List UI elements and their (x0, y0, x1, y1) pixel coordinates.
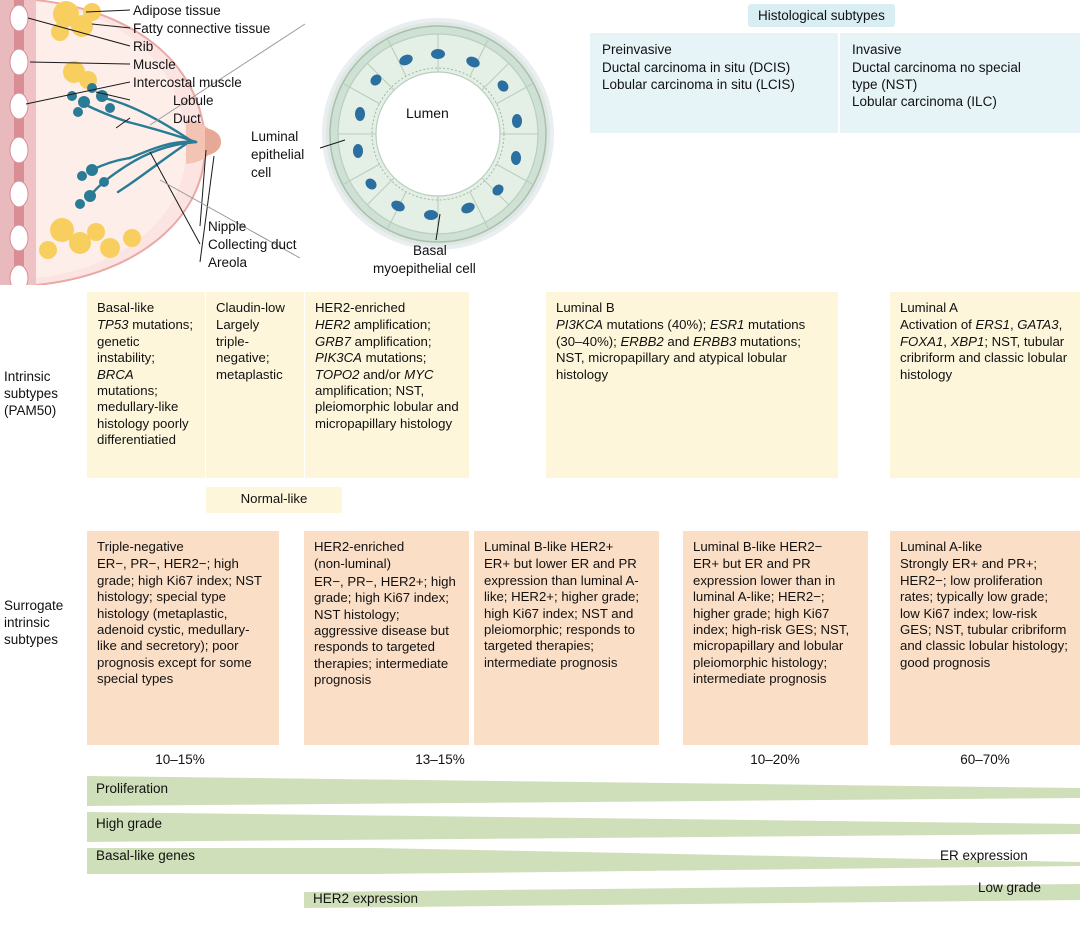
surrogate-card-her2-enriched-title-l1: HER2-enriched (314, 539, 405, 554)
wedge-label-er-expression: ER expression (940, 848, 1028, 863)
surrogate-card-her2-enriched-non-luminal (304, 531, 469, 745)
percentage-triple-negative: 10–15% (155, 752, 205, 767)
breast-anatomy-illustration (0, 0, 580, 285)
label-basal-myoepithelial-cell-line2: myoepithelial cell (373, 261, 476, 276)
preinvasive-column (590, 33, 840, 133)
wedge-label-low-grade: Low grade (978, 880, 1042, 895)
intrinsic-card-claudin-low-body: Largely triple-negative; metaplastic (216, 317, 283, 382)
wedge-high-grade-shape (87, 812, 1080, 842)
preinvasive-header: Preinvasive (602, 42, 672, 57)
surrogate-card-triple-negative (87, 531, 279, 745)
label-lobule: Lobule (173, 93, 214, 108)
surrogate-card-luminal-a-like-body: Strongly ER+ and PR+; HER2−; low proliferation rates; typically low grade; low Ki67 index; low-risk GES; NST, tubular cribriform and classic lobular histology; good prognosis (900, 556, 1068, 670)
intrinsic-card-her2-enriched-title: HER2-enriched (315, 300, 406, 315)
invasive-item-nst-line2: type (NST) (852, 77, 918, 92)
wedge-label-basal-like-genes: Basal-like genes (96, 848, 196, 863)
invasive-column (840, 33, 1080, 133)
row-label-surrogate-l1: Surrogate (4, 598, 64, 613)
intrinsic-card-her2-enriched (305, 292, 469, 478)
surrogate-card-triple-negative-title: Triple-negative (97, 539, 184, 554)
label-fatty-connective-tissue: Fatty connective tissue (133, 21, 271, 36)
surrogate-card-luminal-b-like-her2-negative (683, 531, 868, 745)
intrinsic-card-basal-like (87, 292, 205, 478)
label-areola: Areola (208, 255, 248, 270)
intrinsic-card-normal-like (206, 487, 342, 513)
wedge-proliferation-shape (87, 776, 1080, 806)
label-collecting-duct: Collecting duct (208, 237, 297, 252)
surrogate-card-luminal-b-like-her2-positive (474, 531, 659, 745)
intrinsic-card-claudin-low-title: Claudin-low (216, 300, 285, 315)
label-luminal-epithelial-cell-line2: epithelial (251, 147, 305, 162)
label-luminal-epithelial-cell-line1: Luminal (251, 129, 299, 144)
label-nipple: Nipple (208, 219, 247, 234)
intrinsic-card-normal-like-title: Normal-like (240, 491, 308, 506)
row-label-surrogate-l3: subtypes (4, 632, 59, 647)
intrinsic-card-luminal-b-title: Luminal B (556, 300, 615, 315)
intrinsic-card-luminal-a-body: Activation of ERS1, GATA3, FOXA1, XBP1; NST, tubular cribriform and classic lobular histology (900, 317, 1068, 382)
row-label-intrinsic-subtypes (4, 368, 88, 419)
invasive-item-nst-line1: Ductal carcinoma no special (852, 60, 1021, 75)
histological-subtypes-box (590, 33, 1080, 133)
intrinsic-card-claudin-low (206, 292, 304, 478)
label-luminal-epithelial-cell-line3: cell (251, 165, 272, 180)
wedge-her2-expression-shape (304, 884, 1080, 908)
invasive-header: Invasive (852, 42, 902, 57)
surrogate-card-her2-enriched-body: ER−, PR−, HER2+; high grade; high Ki67 index; NST histology; aggressive disease but responds to targeted therapies; intermediate prognosis (314, 573, 456, 688)
label-duct: Duct (173, 111, 201, 126)
label-adipose-tissue: Adipose tissue (133, 3, 221, 18)
surrogate-card-triple-negative-body: ER−, PR−, HER2−; high grade; high Ki67 index; NST histology; special type histology (metaplastic, adenoid cystic, medullary-like and secretory); poor prognosis except for some special types (97, 556, 262, 687)
surrogate-card-luminal-b-her2neg-title: Luminal B-like HER2− (693, 539, 823, 554)
label-basal-myoepithelial-cell-line1: Basal (413, 243, 447, 258)
intrinsic-card-basal-like-body: TP53 mutations; genetic instability; BRCA mutations; medullary-like histology poorly differentiatied (97, 317, 194, 448)
surrogate-card-her2-enriched-title-l2: (non-luminal) (314, 556, 391, 572)
row-label-intrinsic-l2: subtypes (4, 386, 59, 401)
intrinsic-card-luminal-a-title: Luminal A (900, 300, 958, 315)
surrogate-card-luminal-b-her2pos-title: Luminal B-like HER2+ (484, 539, 614, 554)
preinvasive-item-dcis: Ductal carcinoma in situ (DCIS) (602, 60, 791, 75)
wedge-label-high-grade: High grade (96, 816, 163, 831)
wedge-label-proliferation: Proliferation (96, 781, 169, 796)
label-intercostal-muscle: Intercostal muscle (133, 75, 242, 90)
intrinsic-card-luminal-b-body: PI3KCA mutations (40%); ESR1 mutations (30–40%); ERBB2 and ERBB3 mutations; NST, micropapillary and atypical lobular histology (556, 317, 806, 382)
surrogate-card-luminal-b-her2neg-body: ER+ but ER and PR expression lower than in luminal A-like; HER2−; higher grade; high Ki67 index; high-risk GES; NST, micropapillary and lobular pleiomorphic histology; intermediate prognosis (693, 556, 850, 687)
invasive-item-ilc: Lobular carcinoma (ILC) (852, 94, 997, 109)
surrogate-card-luminal-a-like-title: Luminal A-like (900, 539, 983, 554)
row-label-surrogate-subtypes (4, 597, 88, 648)
gradient-wedges (0, 770, 1080, 923)
intrinsic-card-her2-enriched-body: HER2 amplification; GRB7 amplification; PIK3CA mutations; TOPO2 and/or MYC amplification; NST, pleiomorphic lobular and micropapillary histology (315, 317, 459, 431)
row-label-intrinsic-l3: (PAM50) (4, 403, 57, 418)
label-rib: Rib (133, 39, 154, 54)
intrinsic-card-luminal-b (546, 292, 838, 478)
row-label-intrinsic-l1: Intrinsic (4, 369, 51, 384)
row-label-surrogate-l2: intrinsic (4, 615, 50, 630)
percentage-luminal-a: 60–70% (960, 752, 1010, 767)
intrinsic-card-basal-like-title: Basal-like (97, 300, 155, 315)
preinvasive-item-lcis: Lobular carcinoma in situ (LCIS) (602, 77, 795, 92)
surrogate-card-luminal-b-her2pos-body: ER+ but lower ER and PR expression than luminal A-like; HER2+; higher grade; high Ki67 index; NST and pleiomorphic; responds to targeted therapies; intermediate prognosis (484, 556, 640, 670)
surrogate-card-luminal-a-like (890, 531, 1080, 745)
histological-subtypes-title: Histological subtypes (748, 4, 895, 27)
percentage-luminal-b: 10–20% (750, 752, 800, 767)
label-lumen: Lumen (406, 105, 449, 121)
intrinsic-card-luminal-a (890, 292, 1080, 478)
label-muscle: Muscle (133, 57, 176, 72)
percentage-her2-enriched: 13–15% (415, 752, 465, 767)
wedge-label-her2-expression: HER2 expression (313, 891, 419, 906)
